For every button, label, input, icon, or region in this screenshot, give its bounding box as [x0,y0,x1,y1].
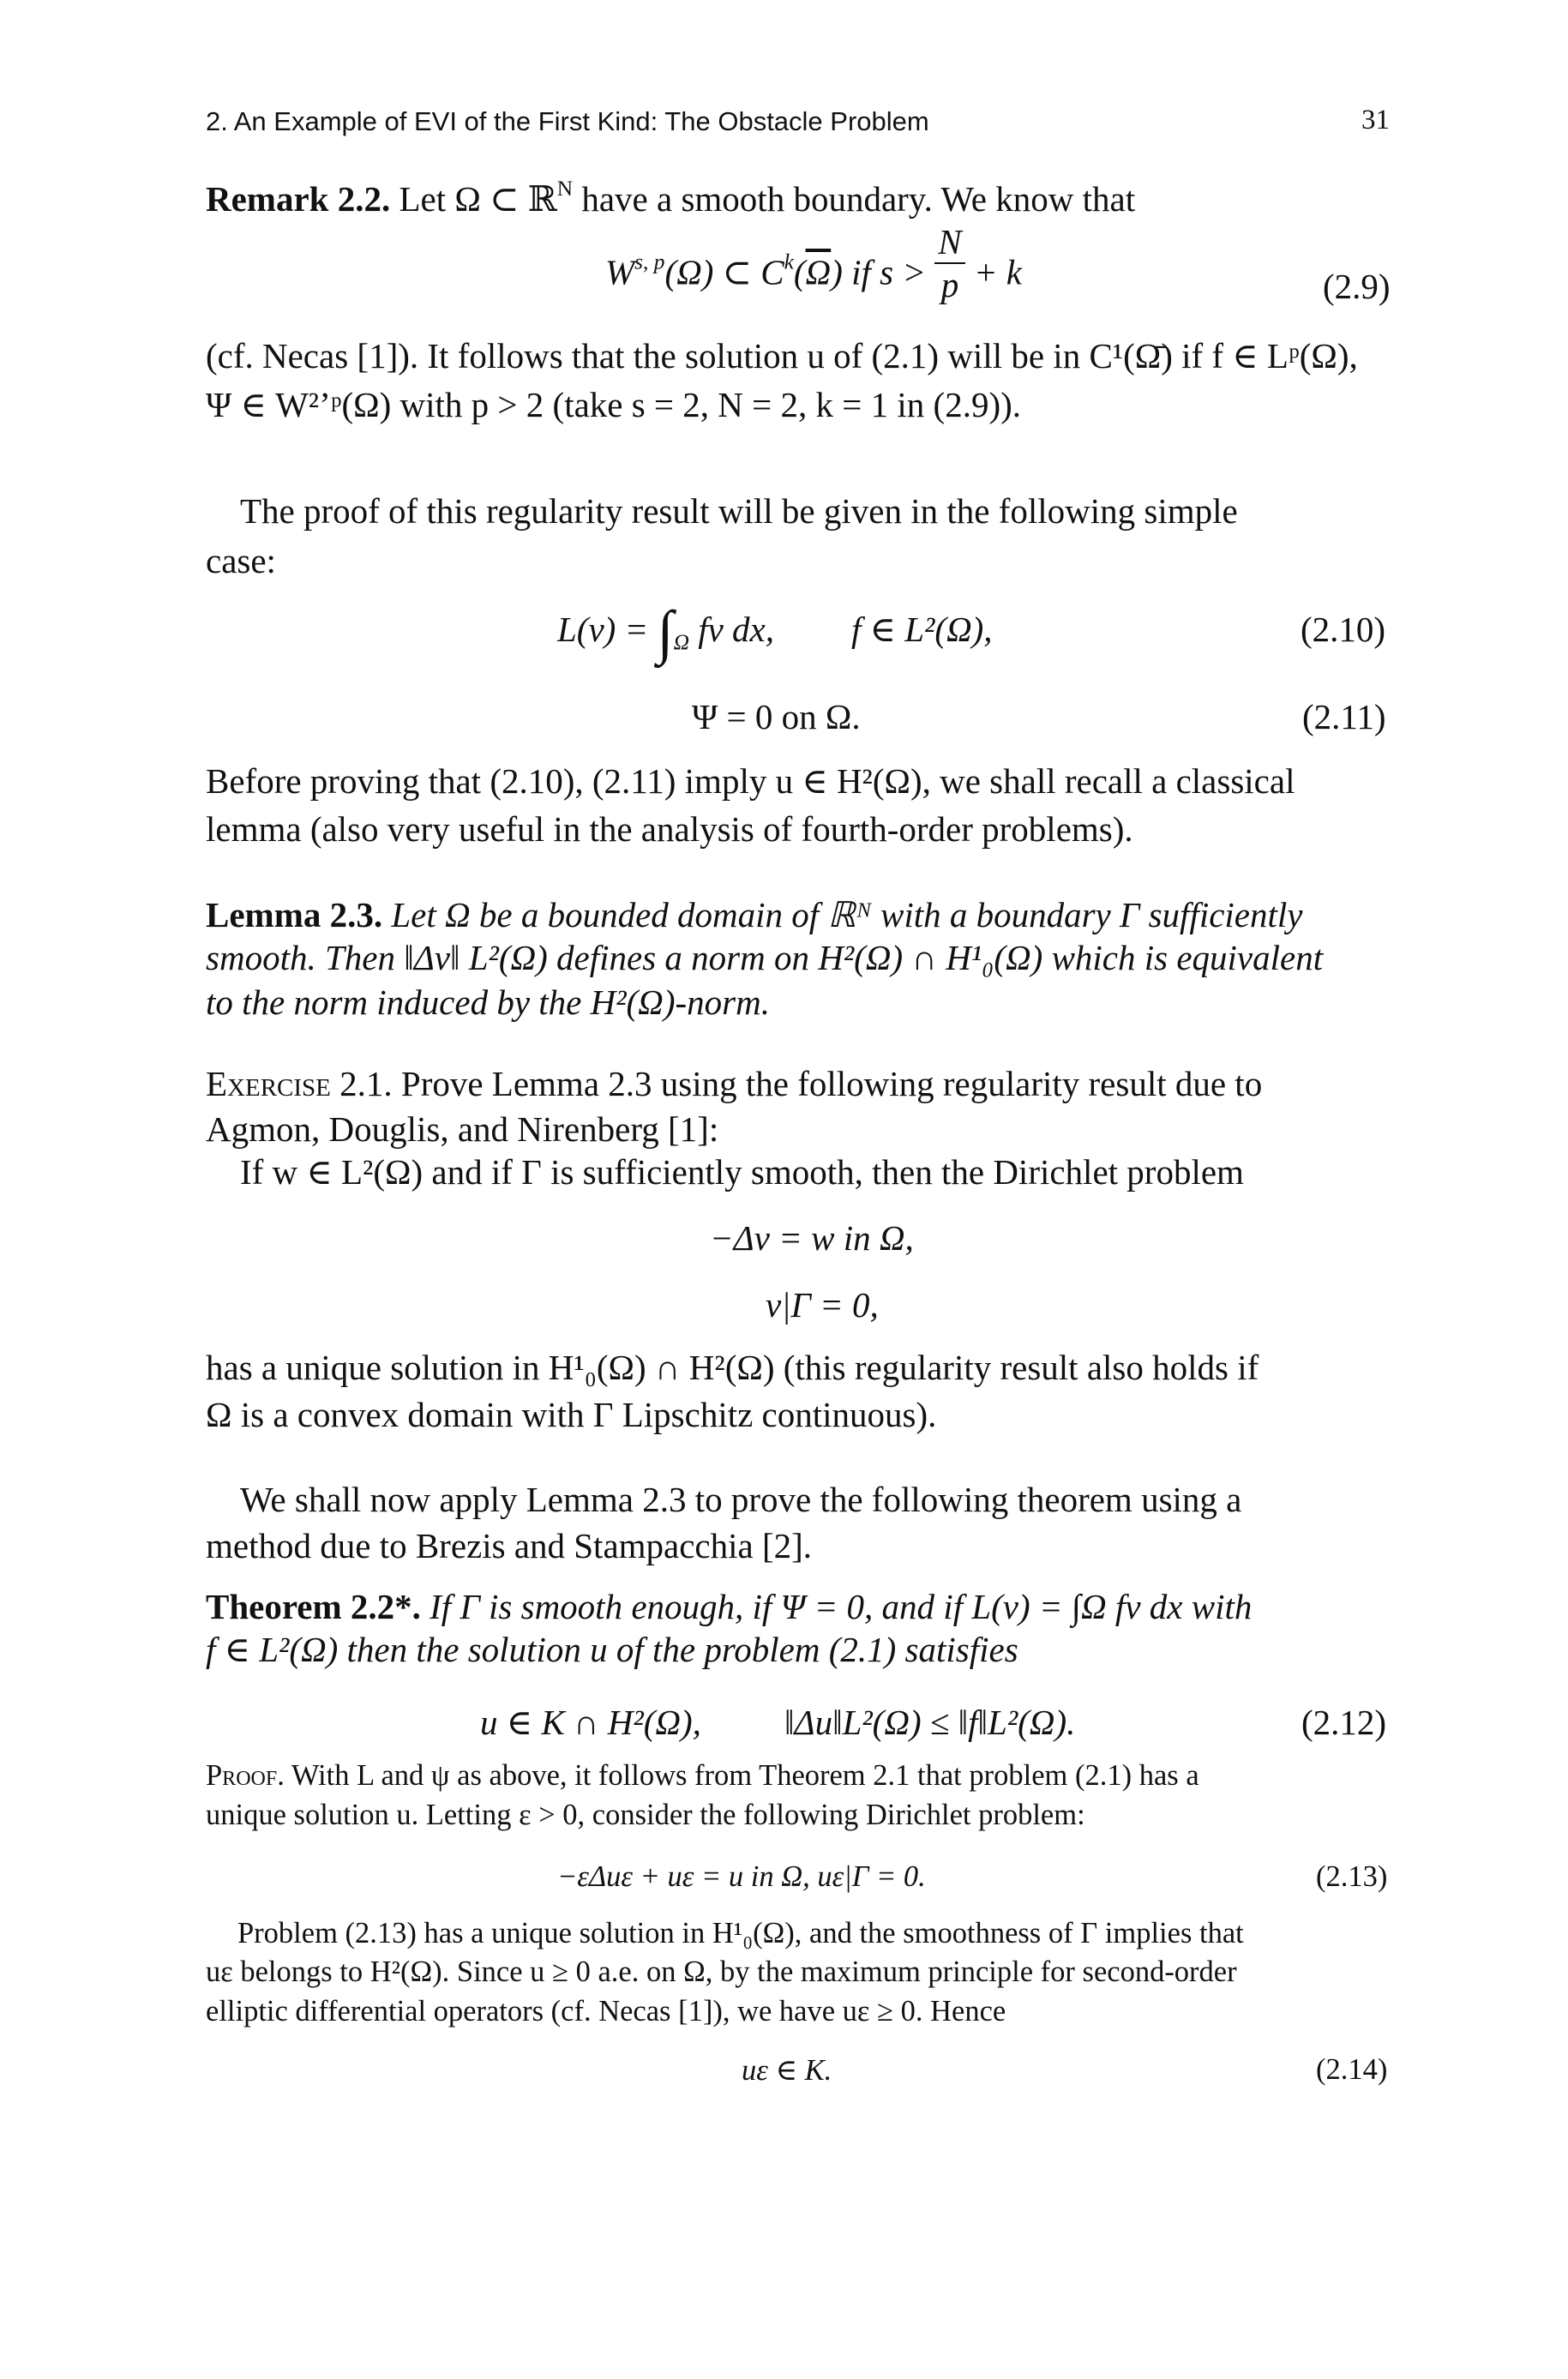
theorem-label: Theorem 2.2*. [206,1587,421,1626]
running-title: 2. An Example of EVI of the First Kind: The Obstacle Problem [206,106,929,136]
apply-line-2: method due to Brezis and Stampacchia [2]. [206,1526,813,1565]
lemma-line-1: Lemma 2.3. Let Ω be a bounded domain of ℝᴺ with a boundary Γ sufficiently [206,895,1303,934]
proof-line-2: unique solution u. Letting ε > 0, consider the following Dirichlet problem: [206,1799,1085,1831]
exercise-line-2: Agmon, Douglis, and Nirenberg [1]: [206,1109,719,1149]
proof-intro-line-2: case: [206,541,276,580]
integral-sign: ∫ [657,599,674,666]
equation-2-10: $L(v) = \int_\Omega$ fv dx, f ∈ L²(Ω), [557,599,993,666]
remark-label: Remark 2.2. [206,179,391,219]
remark-line-1: Remark 2.2. Let Ω ⊂ ℝ$^N$ have a smooth boundary. We know that [206,177,1136,219]
equation-number-2-13: (2.13) [1316,1860,1388,1893]
equation-2-14: uε ∈ K. [742,2054,832,2087]
equation-2-11: Ψ = 0 on Ω. [692,697,861,736]
proof-line-1: Proof. With L and ψ as above, it follows from Theorem 2.1 that problem (2.1) has a [206,1759,1199,1792]
exercise-line-1: Exercise 2.1. Prove Lemma 2.3 using the following regularity result due to [206,1064,1263,1103]
exercise-equation-a: −Δv = w in Ω, [710,1218,914,1258]
proof-label: Proof. [206,1759,285,1792]
proof-line-4: uε belongs to H²(Ω). Since u ≥ 0 a.e. on Ω, by the maximum principle for second-order [206,1955,1237,1988]
proof-line-5: elliptic differential operators (cf. Necas [1]), we have uε ≥ 0. Hence [206,1995,1006,2028]
theorem-line-2: f ∈ L²(Ω) then the solution u of the problem (2.1) satisfies [206,1630,1018,1669]
equation-number-2-12: (2.12) [1301,1703,1387,1742]
exercise-line-5: Ω is a convex domain with Γ Lipschitz continuous). [206,1395,937,1434]
exercise-line-4: has a unique solution in H¹₀(Ω) ∩ H²(Ω) (this regularity result also holds if [206,1348,1259,1387]
exercise-equation-b: v|Γ = 0, [766,1285,879,1325]
proof-line-3: Problem (2.13) has a unique solution in H¹₀(Ω), and the smoothness of Γ implies that [237,1917,1244,1949]
theorem-line-1: Theorem 2.2*. If Γ is smooth enough, if Ψ = 0, and if L(v) = ∫Ω fv dx with [206,1587,1253,1626]
proof-intro-line-3: Before proving that (2.10), (2.11) imply u ∈ H²(Ω), we shall recall a classical [206,761,1295,801]
page-number: 31 [1361,105,1390,135]
equation-2-12-part-b: ‖Δu‖L²(Ω) ≤ ‖f‖L²(Ω). [784,1703,1076,1742]
remark-line-3: Ψ ∈ W²ʼᵖ(Ω) with p > 2 (take s = 2, N = 2, k = 1 in (2.9)). [206,385,1022,424]
lemma-label: Lemma 2.3. [206,895,383,934]
equation-2-13: −εΔuε + uε = u in Ω, uε|Γ = 0. [557,1860,926,1893]
equation-number-2-10: (2.10) [1301,610,1386,649]
equation-2-9: W$^{s, p}$(Ω) ⊂ $C^k(\overline{\Omega})$ if s > $\frac{N}{p}$ + k [605,222,1022,304]
proof-intro-line-1: The proof of this regularity result will be given in the following simple [240,491,1238,531]
proof-intro-line-4: lemma (also very useful in the analysis of fourth-order problems). [206,809,1133,849]
remark-line-2: (cf. Necas [1]). It follows that the solution u of (2.1) will be in C¹(Ω̄) if f ∈ Lᵖ(Ω), [206,336,1358,375]
equation-number-2-9: (2.9) [1323,267,1391,306]
equation-2-12-part-a: u ∈ K ∩ H²(Ω), [480,1703,701,1742]
lemma-line-3: to the norm induced by the H²(Ω)-norm. [206,982,770,1022]
equation-number-2-11: (2.11) [1302,697,1386,736]
lemma-line-2: smooth. Then ‖Δv‖ L²(Ω) defines a norm on H²(Ω) ∩ H¹₀(Ω) which is equivalent [206,938,1324,977]
equation-number-2-14: (2.14) [1316,2053,1388,2086]
apply-line-1: We shall now apply Lemma 2.3 to prove the following theorem using a [240,1480,1242,1519]
exercise-label: Exercise 2.1. [206,1064,393,1103]
exercise-line-3: If w ∈ L²(Ω) and if Γ is sufficiently smooth, then the Dirichlet problem [240,1152,1244,1192]
